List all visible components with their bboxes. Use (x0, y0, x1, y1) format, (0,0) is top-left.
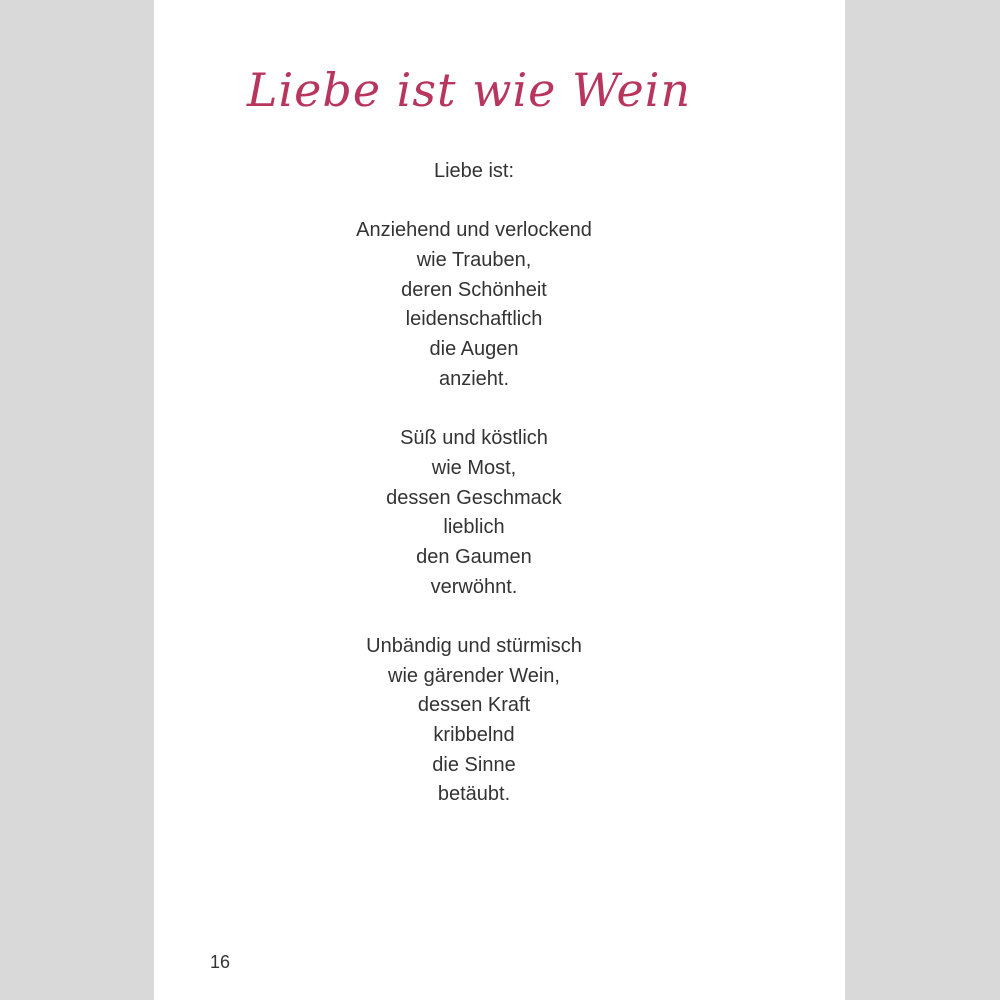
poem-line: kribbelnd (433, 724, 515, 747)
book-page (154, 0, 845, 1000)
stanza-gap (154, 395, 794, 425)
poem-line: anzieht. (438, 367, 510, 390)
poem-line: die Augen (429, 338, 519, 361)
poem-line: deren Schönheit (401, 278, 547, 301)
poem-line: Anziehend und verlockend (356, 219, 592, 242)
stanza-gap (154, 187, 794, 217)
poem-line: wie gärender Wein, (388, 664, 560, 687)
stanza-gap (154, 602, 794, 632)
poem-title: Liebe ist wie Wein (246, 63, 692, 117)
page-number: 16 (210, 952, 231, 972)
poem-body (154, 157, 794, 810)
poem-intro: Liebe ist: (433, 160, 515, 182)
poem-line: verwöhnt. (430, 575, 518, 598)
poem-line: die Sinne (432, 753, 516, 776)
poem-line: dessen Geschmack (386, 486, 562, 509)
poem-line: lieblich (443, 516, 505, 539)
poem-line: den Gaumen (416, 545, 532, 568)
poem-line: dessen Kraft (417, 694, 531, 717)
poem-line: betäubt. (437, 783, 511, 806)
poem-line: wie Most, (431, 456, 517, 479)
poem-line: Süß und köstlich (400, 427, 548, 450)
poem-line: wie Trauben, (416, 249, 532, 272)
poem-line: Unbändig und stürmisch (366, 635, 582, 657)
poem-line: leidenschaftlich (405, 308, 543, 331)
